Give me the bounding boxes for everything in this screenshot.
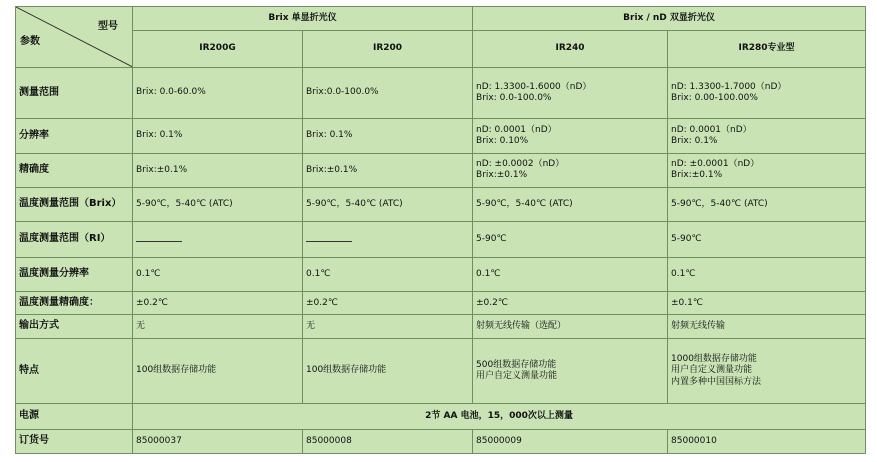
spec-row	[16, 119, 866, 153]
spec-cell	[303, 292, 473, 315]
spec-cell	[133, 292, 303, 315]
cell-line: ±0.1℃	[671, 297, 703, 308]
model-header: IR200	[303, 31, 473, 67]
spec-cell	[473, 187, 668, 221]
spec-cell	[473, 67, 668, 119]
order-number: 85000008	[303, 429, 473, 453]
spec-row	[16, 315, 866, 338]
spec-row	[16, 338, 866, 404]
spec-cell	[133, 119, 303, 153]
cell-line: 5-90℃	[476, 233, 507, 244]
spec-cell	[133, 67, 303, 119]
spec-row	[16, 292, 866, 315]
cell-line: 1000组数据存储功能	[671, 354, 757, 365]
row-label: 精确度	[16, 153, 133, 187]
cell-line: Brix: 0.1%	[671, 135, 718, 146]
cell-line: 内置多种中国国标方法	[671, 376, 762, 387]
cell-line: 用户自定义测量功能	[476, 370, 558, 381]
cell-line: nD: 1.3300-1.6000（nD）	[476, 81, 592, 92]
spec-cell	[668, 315, 866, 338]
cell-line: 无	[306, 320, 316, 331]
spec-table-container	[15, 6, 865, 454]
cell-line: 5-90℃，5-40℃ (ATC)	[476, 199, 573, 210]
corner-model-label: 型号	[98, 21, 118, 32]
cell-line: 射频无线传输	[671, 320, 726, 331]
cell-line: 100组数据存储功能	[306, 365, 387, 376]
spec-cell	[133, 315, 303, 338]
cell-line: ±0.2℃	[306, 297, 338, 308]
spec-cell	[473, 119, 668, 153]
cell-line: 0.1℃	[671, 268, 696, 279]
order-number: 85000009	[473, 429, 668, 453]
cell-line: nD: 0.0001（nD）	[671, 124, 752, 135]
spec-cell	[668, 292, 866, 315]
spec-cell	[303, 119, 473, 153]
cell-line: 0.1℃	[476, 268, 501, 279]
row-label: 输出方式	[16, 315, 133, 338]
cell-line: Brix: 0.00-100.00%	[671, 92, 758, 103]
cell-line: ±0.2℃	[476, 297, 508, 308]
cell-line: Brix: 0.10%	[476, 135, 529, 146]
model-header: IR240	[473, 31, 668, 67]
corner-param-label: 参数	[20, 36, 40, 48]
cell-line: 0.1℃	[306, 268, 331, 279]
row-label: 温度测量分辨率	[16, 257, 133, 291]
spec-cell	[303, 257, 473, 291]
cell-line: 5-90℃，5-40℃ (ATC)	[136, 199, 233, 210]
cell-line: Brix: 0.1%	[136, 130, 183, 141]
model-header: IR200G	[133, 31, 303, 67]
spec-cell	[473, 338, 668, 404]
order-row	[16, 429, 866, 453]
spec-cell	[473, 315, 668, 338]
row-label: 订货号	[16, 429, 133, 453]
cell-line: Brix: 0.0-100.0%	[476, 92, 552, 103]
cell-line: 100组数据存储功能	[136, 365, 217, 376]
row-label: 温度测量精确度：	[16, 292, 133, 315]
spec-cell	[668, 222, 866, 257]
spec-cell	[668, 67, 866, 119]
spec-row	[16, 187, 866, 221]
cell-line: 500组数据存储功能	[476, 359, 557, 370]
spec-cell	[303, 222, 473, 257]
spec-cell	[133, 338, 303, 404]
cell-line: 无	[136, 320, 146, 331]
spec-cell	[303, 67, 473, 119]
cell-line: Brix:±0.1%	[306, 164, 358, 175]
spec-row	[16, 67, 866, 119]
spec-cell	[133, 257, 303, 291]
row-label: 温度测量范围（Brix）	[16, 187, 133, 221]
order-number: 85000010	[668, 429, 866, 453]
group-header-row	[16, 7, 866, 31]
spec-cell	[303, 315, 473, 338]
spec-row	[16, 153, 866, 187]
cell-line: 5-90℃，5-40℃ (ATC)	[671, 199, 768, 210]
spec-cell	[473, 257, 668, 291]
blank-underline	[306, 233, 352, 242]
cell-line: ±0.2℃	[136, 297, 168, 308]
power-value: 2节 AA 电池，15，000次以上测量	[133, 404, 866, 429]
spec-cell	[668, 187, 866, 221]
cell-line: 射频无线传输（选配）	[476, 320, 567, 331]
order-number: 85000037	[133, 429, 303, 453]
blank-underline	[136, 233, 182, 242]
row-label: 电源	[16, 404, 133, 429]
cell-line: Brix:±0.1%	[671, 170, 723, 181]
spec-cell	[133, 222, 303, 257]
row-label: 测量范围	[16, 67, 133, 119]
cell-line: nD: 0.0001（nD）	[476, 124, 557, 135]
cell-line: Brix:±0.1%	[136, 164, 188, 175]
cell-line: nD: 1.3300-1.7000（nD）	[671, 81, 787, 92]
corner-cell	[16, 7, 133, 68]
cell-line: Brix:0.0-100.0%	[306, 87, 379, 98]
model-header: IR280专业型	[668, 31, 866, 67]
spec-cell	[668, 338, 866, 404]
spec-cell	[303, 338, 473, 404]
cell-line: Brix: 0.1%	[306, 130, 353, 141]
row-label: 分辨率	[16, 119, 133, 153]
spec-cell	[303, 153, 473, 187]
spec-cell	[668, 257, 866, 291]
spec-cell	[473, 222, 668, 257]
cell-line: Brix:±0.1%	[476, 170, 528, 181]
cell-line: 用户自定义测量功能	[671, 365, 753, 376]
spec-row	[16, 257, 866, 291]
power-row	[16, 404, 866, 429]
cell-line: 5-90℃，5-40℃ (ATC)	[306, 199, 403, 210]
group-header-dual: Brix / nD 双显折光仪	[473, 7, 866, 31]
spec-cell	[133, 153, 303, 187]
spec-table	[15, 6, 866, 454]
cell-line: 0.1℃	[136, 268, 161, 279]
spec-cell	[668, 119, 866, 153]
cell-line: 5-90℃	[671, 233, 702, 244]
spec-cell	[473, 292, 668, 315]
cell-line: Brix: 0.0-60.0%	[136, 87, 206, 98]
group-header-single: Brix 单显折光仪	[133, 7, 473, 31]
row-label: 特点	[16, 338, 133, 404]
spec-cell	[303, 187, 473, 221]
cell-line: nD: ±0.0002（nD）	[476, 159, 565, 170]
model-header-row	[16, 31, 866, 67]
cell-line: nD: ±0.0001（nD）	[671, 159, 760, 170]
spec-row	[16, 222, 866, 257]
spec-cell	[668, 153, 866, 187]
row-label: 温度测量范围（RI）	[16, 222, 133, 257]
spec-cell	[473, 153, 668, 187]
spec-cell	[133, 187, 303, 221]
